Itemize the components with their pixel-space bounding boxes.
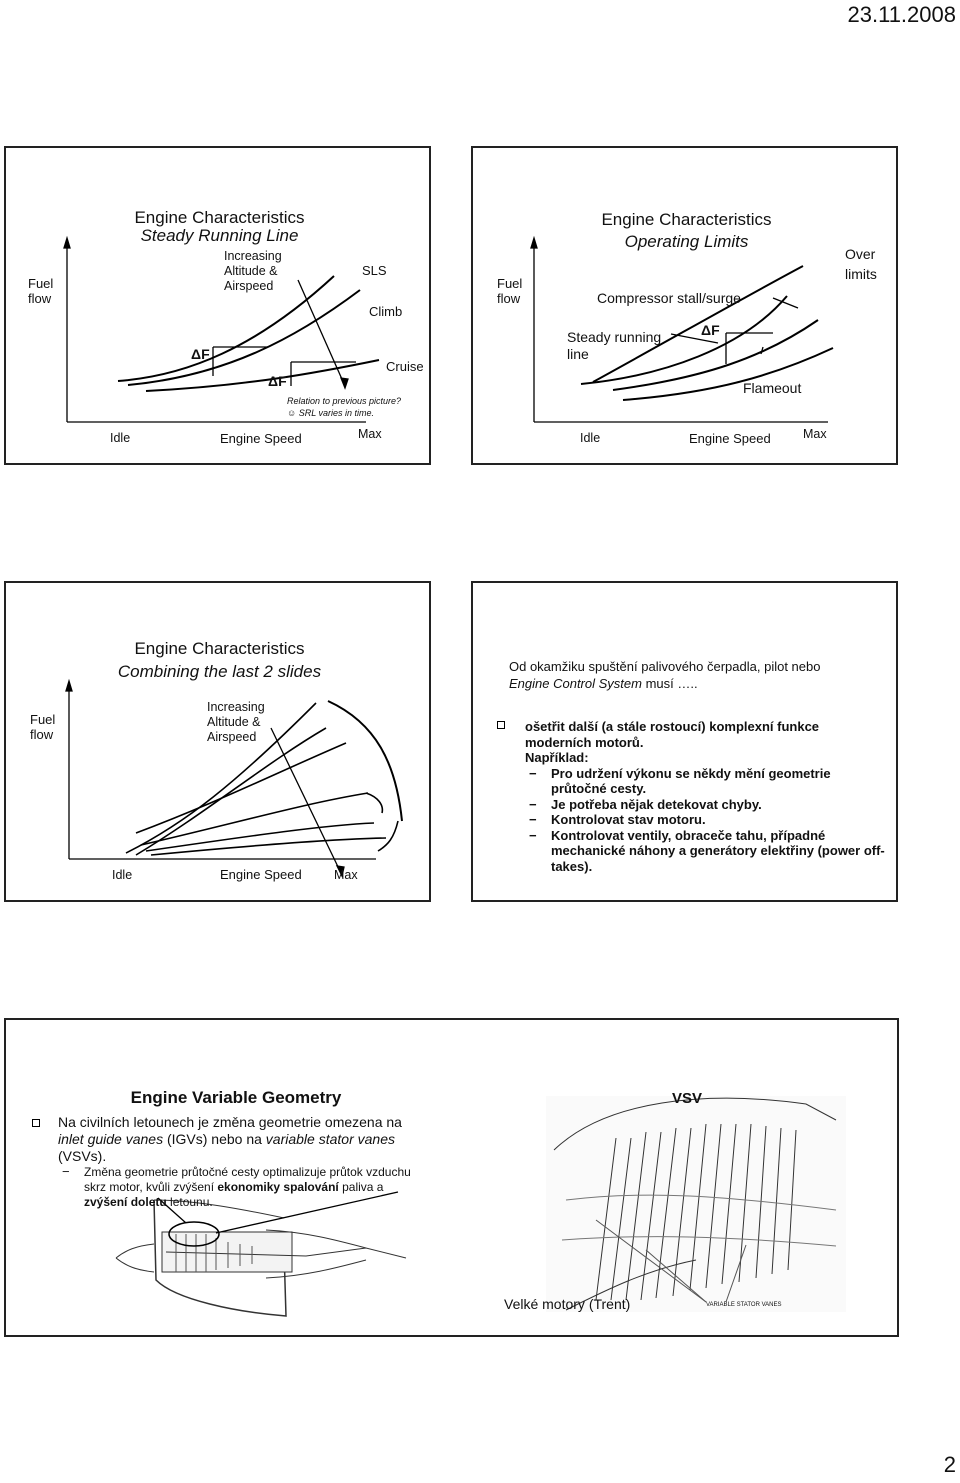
y-axis-label: Fuel flow [497,276,523,306]
intro-line-1: Od okamžiku spuštění palivového čerpadla, pilot nebo [509,659,821,674]
x-axis-label: Engine Speed [220,431,302,446]
label-steady-running-line: Steady running line [567,329,662,362]
slide-operating-limits [471,146,898,465]
y-axis-label: Fuel flow [30,712,56,742]
page-number: 2 [943,1452,956,1477]
note-srl: ☺ SRL varies in time. [287,408,375,418]
slide-title: Engine Characteristics [134,208,305,227]
slide-subtitle: Operating Limits [624,232,749,251]
note-relation: Relation to previous picture? [287,396,402,406]
label-climb: Climb [369,304,403,319]
x-tick-idle: Idle [580,431,601,445]
vsv-cutaway-image [546,1096,846,1312]
label-cruise: Cruise [386,359,424,374]
x-axis-label: Engine Speed [689,431,771,446]
bullet-list [525,719,885,874]
delta-f-label: ΔF [191,346,210,362]
dash-icon: − [529,812,537,827]
slide-title: Engine Variable Geometry [130,1088,342,1107]
list-item: − Kontrolovat ventily, obraceče tahu, případné mechanické náhony a generátory elektřiny (power off-takes). [529,827,885,874]
delta-f-label: ΔF [701,322,720,338]
list-item: − Je potřeba nějak detekovat chyby. [529,796,762,812]
x-tick-max: Max [358,427,382,441]
vsv-label: VSV [672,1090,703,1107]
label-increasing-altitude: Increasing Altitude & Airspeed [207,700,265,744]
label-flameout: Flameout [743,380,802,396]
bullet-square-icon [32,1119,40,1127]
label-sls: SLS [362,263,387,278]
list-item: − Kontrolovat stav motoru. [529,812,706,827]
x-tick-max: Max [334,868,358,882]
label-compressor-stall: Compressor stall/surge [597,290,741,306]
chart-operating-limits [473,148,900,467]
sub-text: Změna geometrie průtočné cesty optimalizuje průtok vzduchu skrz motor, kvůli zvýšení ekonomiky spalování paliva a zvýšení doletu letounu. [84,1165,411,1209]
body-text: Na civilních letounech je změna geometrie omezena na inlet guide vanes (IGVs) nebo na variable stator vanes (VSVs). [58,1114,402,1164]
dash-icon: − [62,1164,70,1179]
x-tick-idle: Idle [112,868,133,882]
slide-subtitle: Steady Running Line [140,226,299,245]
bullet-square-icon [497,721,505,729]
dash-icon: − [529,765,537,781]
list-item: − Pro udržení výkonu se někdy mění geometrie průtočné cesty. [529,765,831,796]
slide-title: Engine Characteristics [134,639,305,658]
dash-icon: − [529,827,537,843]
label-over-limits: Over limits [845,246,877,282]
example-label: Například: [525,750,589,765]
label-increasing-altitude: Increasing Altitude & Airspeed [224,249,282,293]
slide-subtitle: Combining the last 2 slides [117,662,322,681]
dash-icon: − [529,796,537,812]
list-item: ošetřit další (a stále rostoucí) komplexní funkce moderních motorů. [525,719,885,750]
slide-title: Engine Characteristics [601,210,772,229]
x-tick-max: Max [803,427,827,441]
x-tick-idle: Idle [110,431,131,445]
slide-engine-control [471,581,898,902]
slide-steady-running-line [4,146,431,465]
page-date: 23.11.2008 [847,2,956,27]
image-label: VARIABLE STATOR VANES [706,1302,782,1308]
image-caption: Velké motory (Trent) [504,1296,631,1312]
slide-combining [4,581,431,902]
intro-line-2: Engine Control System musí ….. [509,676,698,691]
delta-f-label: ΔF [268,373,287,389]
x-axis-label: Engine Speed [220,867,302,882]
y-axis-label: Fuel flow [28,276,54,306]
slide-variable-geometry [4,1018,899,1337]
engine-cutaway-diagram [116,1192,406,1316]
